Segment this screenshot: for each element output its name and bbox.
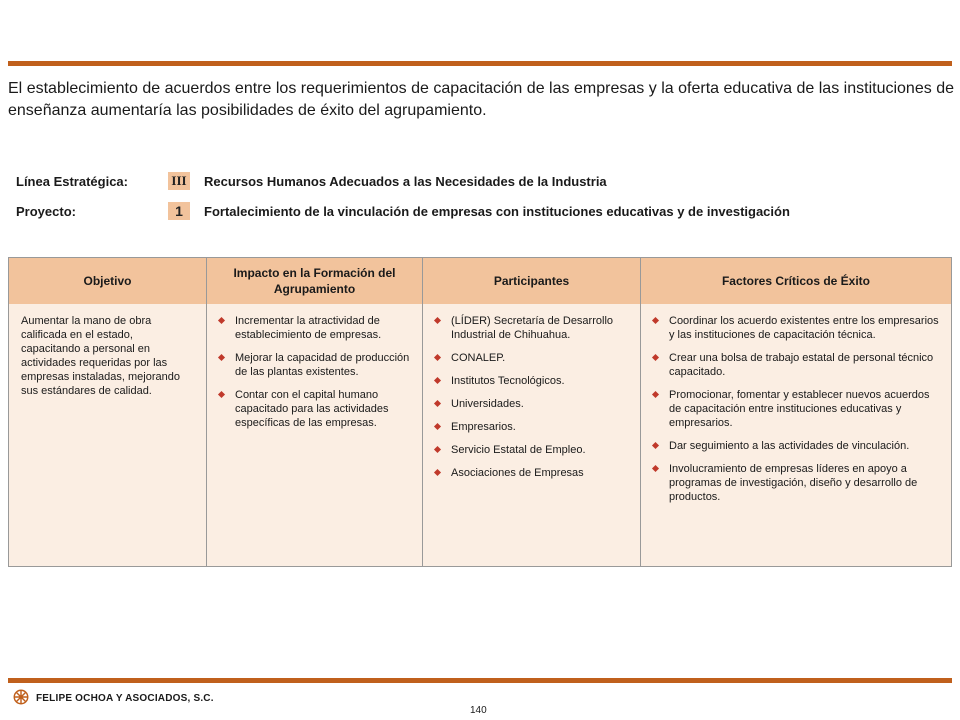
- diamond-bullet-icon: [218, 317, 225, 324]
- diamond-bullet-icon: [652, 317, 659, 324]
- diamond-bullet-icon: [652, 391, 659, 398]
- diamond-bullet-icon: [652, 442, 659, 449]
- list-item: [433, 443, 632, 457]
- company-logo-icon: [12, 688, 30, 706]
- diamond-bullet-icon: [434, 317, 441, 324]
- diamond-bullet-icon: [434, 354, 441, 361]
- factor-text: Promocionar, fomentar y establecer nuevos acuerdos de capacitación entre instituciones educativas y empresarios.: [669, 389, 930, 429]
- linea-label: Línea Estratégica:: [16, 173, 128, 189]
- diamond-bullet-icon: [652, 465, 659, 472]
- factores-body: [641, 304, 951, 566]
- header-participantes: Participantes: [423, 258, 640, 304]
- factor-text: Crear una bolsa de trabajo estatal de personal técnico capacitado.: [669, 352, 934, 378]
- list-item: [217, 314, 414, 342]
- header-objetivo: Objetivo: [9, 258, 206, 304]
- participante-text: Empresarios.: [451, 421, 516, 433]
- proyecto-badge: 1: [168, 202, 190, 220]
- participante-text: Servicio Estatal de Empleo.: [451, 444, 586, 456]
- diamond-bullet-icon: [434, 446, 441, 453]
- factor-text: Involucramiento de empresas líderes en apoyo a programas de investigación, diseño y desarrollo de productos.: [669, 463, 918, 503]
- impacto-item-text: Incrementar la atractividad de establecimiento de empresas.: [235, 315, 382, 341]
- list-item: [651, 314, 943, 342]
- top-rule: [8, 61, 952, 66]
- strategy-table: [8, 257, 952, 567]
- diamond-bullet-icon: [218, 391, 225, 398]
- column-impacto: [207, 258, 423, 566]
- participante-text: Institutos Tecnológicos.: [451, 375, 565, 387]
- diamond-bullet-icon: [434, 377, 441, 384]
- list-item: [433, 397, 632, 411]
- linea-estrategica-row: [16, 171, 607, 191]
- impacto-item-text: Mejorar la capacidad de producción de las plantas existentes.: [235, 352, 410, 378]
- impacto-body: [207, 304, 422, 566]
- list-item: [433, 374, 632, 388]
- participantes-list: [433, 314, 632, 480]
- proyecto-row: [16, 201, 790, 221]
- participante-text: Asociaciones de Empresas: [451, 467, 584, 479]
- factores-list: [651, 314, 943, 504]
- list-item: [651, 351, 943, 379]
- linea-badge: III: [168, 172, 190, 190]
- proyecto-text: Fortalecimiento de la vinculación de empresas con instituciones educativas y de investigación: [204, 203, 790, 219]
- participante-text: (LÍDER) Secretaría de Desarrollo Industrial de Chihuahua.: [451, 315, 614, 341]
- diamond-bullet-icon: [434, 400, 441, 407]
- participantes-body: [423, 304, 640, 566]
- participante-text: CONALEP.: [451, 352, 506, 364]
- list-item: [217, 388, 414, 430]
- objetivo-text: Aumentar la mano de obra calificada en el estado, capacitando a personal en actividades requeridas por las empresas instaladas, mejorando sus estándares de calidad.: [9, 304, 206, 566]
- impacto-list: [217, 314, 414, 430]
- page-number: 140: [470, 705, 487, 716]
- impacto-item-text: Contar con el capital humano capacitado para las actividades específicas de las empresas.: [235, 389, 389, 429]
- list-item: [651, 462, 943, 504]
- factor-text: Dar seguimiento a las actividades de vinculación.: [669, 440, 910, 452]
- column-factores: [641, 258, 951, 566]
- header-factores: Factores Críticos de Éxito: [641, 258, 951, 304]
- list-item: [651, 388, 943, 430]
- diamond-bullet-icon: [434, 423, 441, 430]
- column-objetivo: [9, 258, 207, 566]
- linea-text: Recursos Humanos Adecuados a las Necesidades de la Industria: [204, 173, 607, 189]
- list-item: [217, 351, 414, 379]
- bottom-rule: [8, 678, 952, 683]
- proyecto-label: Proyecto:: [16, 203, 76, 219]
- intro-paragraph: El establecimiento de acuerdos entre los requerimientos de capacitación de las empresas y la oferta educativa de las instituciones de enseñanza aumentaría las posibilidades de éxito del agrupamiento.: [8, 80, 954, 119]
- column-participantes: [423, 258, 641, 566]
- list-item: [651, 439, 943, 453]
- list-item: [433, 351, 632, 365]
- list-item: [433, 420, 632, 434]
- diamond-bullet-icon: [652, 354, 659, 361]
- participante-text: Universidades.: [451, 398, 524, 410]
- list-item: [433, 466, 632, 480]
- diamond-bullet-icon: [434, 469, 441, 476]
- footer-company-name: FELIPE OCHOA Y ASOCIADOS, S.C.: [36, 693, 214, 704]
- list-item: [433, 314, 632, 342]
- factor-text: Coordinar los acuerdo existentes entre los empresarios y las instituciones de capacitación técnica.: [669, 315, 939, 341]
- header-impacto: Impacto en la Formación del Agrupamiento: [207, 258, 422, 304]
- diamond-bullet-icon: [218, 354, 225, 361]
